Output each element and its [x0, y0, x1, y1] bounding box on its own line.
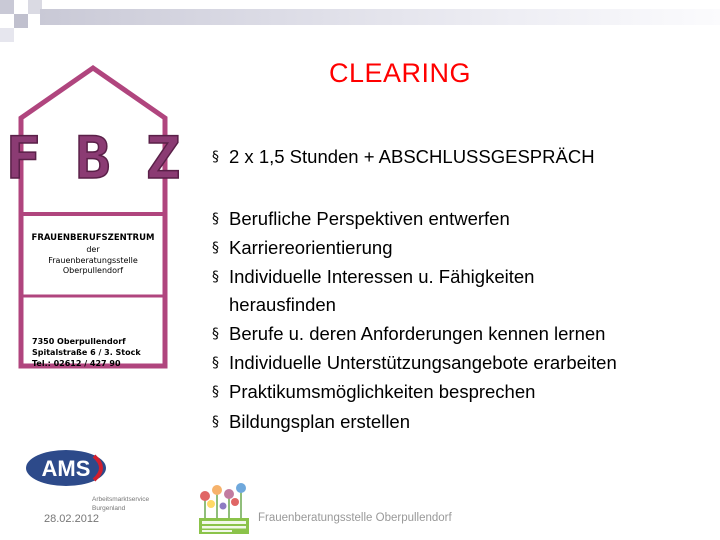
slide-title: CLEARING — [328, 58, 472, 88]
ams-sub-line: Burgenland — [92, 505, 126, 512]
bullet-text: Individuelle Interessen u. Fähigkeiten — [229, 266, 535, 287]
address-line: Tel.: 02612 / 427 90 — [32, 359, 121, 368]
bullet-text: Individuelle Unterstützungsangebote erarbeiten — [229, 352, 617, 373]
bullet-text: Bildungsplan erstellen — [229, 411, 411, 432]
org-sub-line: Oberpullendorf — [62, 266, 124, 275]
ams-letters: AMS — [41, 456, 91, 481]
bullet-text: herausfinden — [229, 294, 336, 315]
bullet-mark: § — [212, 149, 219, 165]
org-sub-line: der — [86, 245, 100, 254]
flower-logo-icon — [197, 478, 251, 536]
org-sub-line: Frauenberatungsstelle — [48, 255, 138, 265]
slide-footer: Frauenberatungsstelle Oberpullendorf — [258, 512, 452, 524]
ams-sub-line: Arbeitsmarktservice — [92, 496, 150, 503]
bullet-text: Berufe u. deren Anforderungen kennen lernen — [229, 323, 606, 344]
bullet-text: Praktikumsmöglichkeiten besprechen — [229, 381, 536, 402]
slide-date: 28.02.2012 — [44, 513, 100, 525]
header-bar — [40, 9, 720, 25]
bullet-mark: § — [212, 414, 219, 430]
org-name: FRAUENBERUFSZENTRUM — [31, 233, 155, 243]
fbz-logo-icon — [5, 66, 181, 370]
fbz-letters: F B Z — [5, 124, 181, 192]
address-line: 7350 Oberpullendorf — [32, 337, 126, 346]
bullet-mark: § — [212, 269, 219, 285]
bullet-mark: § — [212, 355, 219, 371]
bullet-mark: § — [212, 240, 219, 256]
bullet-mark: § — [212, 211, 219, 227]
ams-logo-icon — [24, 446, 164, 518]
bullet-text: 2 x 1,5 Stunden + ABSCHLUSSGESPRÄCH — [229, 146, 595, 167]
bullet-mark: § — [212, 384, 219, 400]
org-subtitle — [26, 245, 160, 277]
bullet-text: Karriereorientierung — [229, 237, 393, 258]
bullet-mark: § — [212, 326, 219, 342]
address-line: Spitalstraße 6 / 3. Stock — [32, 348, 141, 357]
bullet-text: Berufliche Perspektiven entwerfen — [229, 208, 510, 229]
org-address — [32, 336, 166, 369]
